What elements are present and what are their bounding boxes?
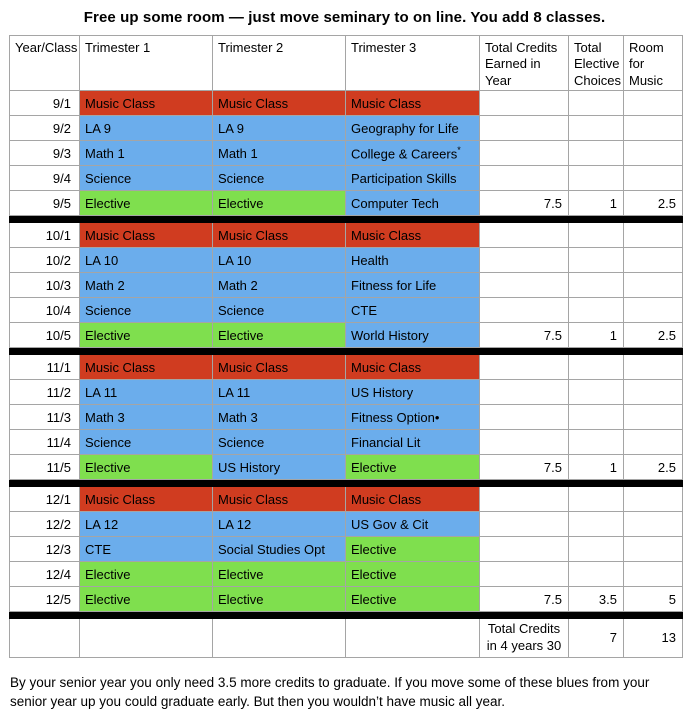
- trimester-1-cell: Elective: [80, 323, 213, 348]
- trimester-2-cell: Science: [213, 298, 346, 323]
- trimester-1-cell: LA 9: [80, 116, 213, 141]
- credits-cell: [480, 116, 569, 141]
- credits-cell: [480, 141, 569, 166]
- grade-separator-bar: [10, 480, 683, 487]
- electives-cell: [569, 562, 624, 587]
- col-header-room-for-music: Room for Music: [624, 36, 683, 91]
- room-cell: [624, 405, 683, 430]
- separator-bar-cell: [10, 480, 683, 487]
- trimester-3-cell: CTE: [346, 298, 480, 323]
- trimester-2-cell: LA 9: [213, 116, 346, 141]
- schedule-row: [10, 455, 683, 480]
- schedule-row: [10, 430, 683, 455]
- electives-cell: 1: [569, 323, 624, 348]
- schedule-row: [10, 116, 683, 141]
- schedule-row: [10, 223, 683, 248]
- room-cell: [624, 116, 683, 141]
- trimester-2-cell: Science: [213, 430, 346, 455]
- schedule-table: [9, 35, 683, 658]
- trimester-2-cell: Elective: [213, 587, 346, 612]
- room-cell: [624, 487, 683, 512]
- schedule-row: [10, 91, 683, 116]
- room-cell: [624, 537, 683, 562]
- trimester-3-cell: College & Careers*: [346, 141, 480, 166]
- year-class-cell: 12/5: [10, 587, 80, 612]
- year-class-cell: 11/1: [10, 355, 80, 380]
- credits-cell: [480, 537, 569, 562]
- summary-row: [10, 619, 683, 658]
- trimester-1-cell: Elective: [80, 587, 213, 612]
- col-header-trimester-1: Trimester 1: [80, 36, 213, 91]
- electives-cell: [569, 248, 624, 273]
- page-title: Free up some room — just move seminary to on line. You add 8 classes.: [83, 9, 606, 26]
- trimester-1-cell: Math 1: [80, 141, 213, 166]
- room-cell: 5: [624, 587, 683, 612]
- year-class-cell: 10/2: [10, 248, 80, 273]
- electives-cell: [569, 116, 624, 141]
- room-cell: [624, 430, 683, 455]
- trimester-3-cell: Fitness for Life: [346, 273, 480, 298]
- trimester-3-cell: Music Class: [346, 355, 480, 380]
- year-class-cell: 9/2: [10, 116, 80, 141]
- room-cell: [624, 380, 683, 405]
- table-header: [10, 36, 683, 91]
- trimester-3-cell: Computer Tech: [346, 191, 480, 216]
- trimester-1-cell: CTE: [80, 537, 213, 562]
- trimester-3-cell: Financial Lit: [346, 430, 480, 455]
- room-cell: 2.5: [624, 191, 683, 216]
- trimester-3-cell: Participation Skills: [346, 166, 480, 191]
- electives-cell: [569, 298, 624, 323]
- trimester-3-cell: Elective: [346, 562, 480, 587]
- col-header-trimester-2: Trimester 2: [213, 36, 346, 91]
- trimester-1-cell: Math 2: [80, 273, 213, 298]
- schedule-row: [10, 323, 683, 348]
- trimester-3-cell: World History: [346, 323, 480, 348]
- trimester-3-cell: Music Class: [346, 487, 480, 512]
- credits-cell: [480, 273, 569, 298]
- schedule-table-body: [10, 91, 683, 619]
- grade-separator-bar: [10, 216, 683, 223]
- electives-cell: 1: [569, 191, 624, 216]
- credits-cell: 7.5: [480, 455, 569, 480]
- schedule-row: [10, 141, 683, 166]
- credits-cell: [480, 430, 569, 455]
- credits-cell: [480, 380, 569, 405]
- trimester-2-cell: LA 10: [213, 248, 346, 273]
- separator-bar-cell: [10, 348, 683, 355]
- year-class-cell: 10/1: [10, 223, 80, 248]
- credits-cell: [480, 223, 569, 248]
- year-class-cell: 11/4: [10, 430, 80, 455]
- trimester-3-cell: US Gov & Cit: [346, 512, 480, 537]
- trimester-2-cell: Music Class: [213, 91, 346, 116]
- schedule-row: [10, 512, 683, 537]
- year-class-cell: 12/2: [10, 512, 80, 537]
- schedule-row: [10, 405, 683, 430]
- schedule-row: [10, 537, 683, 562]
- electives-cell: [569, 355, 624, 380]
- credits-cell: [480, 298, 569, 323]
- separator-bar-cell: [10, 612, 683, 619]
- summary-year-cell: [10, 619, 80, 658]
- electives-cell: [569, 141, 624, 166]
- credits-cell: [480, 562, 569, 587]
- schedule-row: [10, 248, 683, 273]
- room-cell: [624, 223, 683, 248]
- summary-trimester-2-cell: [213, 619, 346, 658]
- credits-cell: [480, 355, 569, 380]
- electives-cell: 1: [569, 455, 624, 480]
- credits-cell: [480, 248, 569, 273]
- col-header-trimester-3: Trimester 3: [346, 36, 480, 91]
- trimester-1-cell: Science: [80, 166, 213, 191]
- electives-cell: [569, 273, 624, 298]
- credits-cell: 7.5: [480, 191, 569, 216]
- electives-cell: [569, 430, 624, 455]
- year-class-cell: 12/1: [10, 487, 80, 512]
- trimester-1-cell: LA 10: [80, 248, 213, 273]
- year-class-cell: 11/3: [10, 405, 80, 430]
- trimester-3-cell: Elective: [346, 537, 480, 562]
- trimester-3-cell: Music Class: [346, 91, 480, 116]
- year-class-cell: 11/5: [10, 455, 80, 480]
- trimester-2-cell: LA 11: [213, 380, 346, 405]
- room-cell: [624, 562, 683, 587]
- credits-cell: [480, 405, 569, 430]
- summary-trimester-1-cell: [80, 619, 213, 658]
- trimester-2-cell: Math 2: [213, 273, 346, 298]
- summary-room-for-music-cell: 13: [624, 619, 683, 658]
- room-cell: [624, 355, 683, 380]
- trimester-2-cell: Elective: [213, 562, 346, 587]
- electives-cell: [569, 512, 624, 537]
- schedule-row: [10, 273, 683, 298]
- year-class-cell: 9/3: [10, 141, 80, 166]
- room-cell: [624, 273, 683, 298]
- col-header-total-credits: Total Credits Earned in Year: [480, 36, 569, 91]
- year-class-cell: 10/3: [10, 273, 80, 298]
- credits-cell: [480, 91, 569, 116]
- electives-cell: [569, 166, 624, 191]
- credits-cell: [480, 512, 569, 537]
- trimester-1-cell: Elective: [80, 455, 213, 480]
- grade-separator-bar: [10, 348, 683, 355]
- credits-cell: 7.5: [480, 323, 569, 348]
- trimester-1-cell: Music Class: [80, 355, 213, 380]
- col-header-total-electives: Total Elective Choices: [569, 36, 624, 91]
- year-class-cell: 12/3: [10, 537, 80, 562]
- year-class-cell: 12/4: [10, 562, 80, 587]
- room-cell: [624, 512, 683, 537]
- electives-cell: 3.5: [569, 587, 624, 612]
- schedule-row: [10, 298, 683, 323]
- trimester-2-cell: US History: [213, 455, 346, 480]
- electives-cell: [569, 487, 624, 512]
- summary-trimester-3-cell: [346, 619, 480, 658]
- year-class-cell: 9/1: [10, 91, 80, 116]
- credits-cell: 7.5: [480, 587, 569, 612]
- room-cell: [624, 91, 683, 116]
- header-row: [10, 36, 683, 91]
- trimester-1-cell: Music Class: [80, 487, 213, 512]
- electives-cell: [569, 537, 624, 562]
- electives-cell: [569, 380, 624, 405]
- trimester-2-cell: Music Class: [213, 223, 346, 248]
- room-cell: [624, 166, 683, 191]
- trimester-3-cell: Elective: [346, 455, 480, 480]
- trimester-2-cell: Social Studies Opt: [213, 537, 346, 562]
- trimester-3-cell: Elective: [346, 587, 480, 612]
- room-cell: 2.5: [624, 323, 683, 348]
- table-footer: [10, 619, 683, 658]
- trimester-2-cell: Math 3: [213, 405, 346, 430]
- trimester-1-cell: Music Class: [80, 223, 213, 248]
- separator-bar-cell: [10, 216, 683, 223]
- col-header-year-class: Year/Class: [10, 36, 80, 91]
- schedule-row: [10, 191, 683, 216]
- trimester-3-cell: Geography for Life: [346, 116, 480, 141]
- year-class-cell: 10/5: [10, 323, 80, 348]
- trimester-3-cell: Fitness Option•: [346, 405, 480, 430]
- trimester-2-cell: Math 1: [213, 141, 346, 166]
- trimester-3-cell: Music Class: [346, 223, 480, 248]
- trimester-1-cell: LA 12: [80, 512, 213, 537]
- total-credits-4-years-label: Total Credits in 4 years 30: [480, 619, 569, 658]
- room-cell: 2.5: [624, 455, 683, 480]
- trimester-1-cell: Science: [80, 430, 213, 455]
- trimester-1-cell: Elective: [80, 562, 213, 587]
- schedule-row: [10, 166, 683, 191]
- year-class-cell: 10/4: [10, 298, 80, 323]
- schedule-row: [10, 380, 683, 405]
- credits-cell: [480, 166, 569, 191]
- schedule-row: [10, 587, 683, 612]
- year-class-cell: 9/4: [10, 166, 80, 191]
- grade-separator-bar: [10, 612, 683, 619]
- room-cell: [624, 141, 683, 166]
- trimester-2-cell: Music Class: [213, 355, 346, 380]
- trimester-3-cell: US History: [346, 380, 480, 405]
- trimester-1-cell: LA 11: [80, 380, 213, 405]
- room-cell: [624, 298, 683, 323]
- room-cell: [624, 248, 683, 273]
- schedule-row: [10, 355, 683, 380]
- summary-total-electives-cell: 7: [569, 619, 624, 658]
- electives-cell: [569, 405, 624, 430]
- trimester-2-cell: Music Class: [213, 487, 346, 512]
- trimester-2-cell: Elective: [213, 191, 346, 216]
- credits-cell: [480, 487, 569, 512]
- trimester-1-cell: Music Class: [80, 91, 213, 116]
- footnote-text: By your senior year you only need 3.5 more credits to graduate. If you move some of these blues from your senior year up you could graduate early. But then you wouldn’t have music all year.: [10, 674, 650, 710]
- year-class-cell: 11/2: [10, 380, 80, 405]
- trimester-2-cell: Elective: [213, 323, 346, 348]
- schedule-row: [10, 562, 683, 587]
- schedule-row: [10, 487, 683, 512]
- trimester-1-cell: Elective: [80, 191, 213, 216]
- year-class-cell: 9/5: [10, 191, 80, 216]
- trimester-3-cell: Health: [346, 248, 480, 273]
- electives-cell: [569, 223, 624, 248]
- trimester-1-cell: Math 3: [80, 405, 213, 430]
- trimester-1-cell: Science: [80, 298, 213, 323]
- trimester-2-cell: Science: [213, 166, 346, 191]
- trimester-2-cell: LA 12: [213, 512, 346, 537]
- electives-cell: [569, 91, 624, 116]
